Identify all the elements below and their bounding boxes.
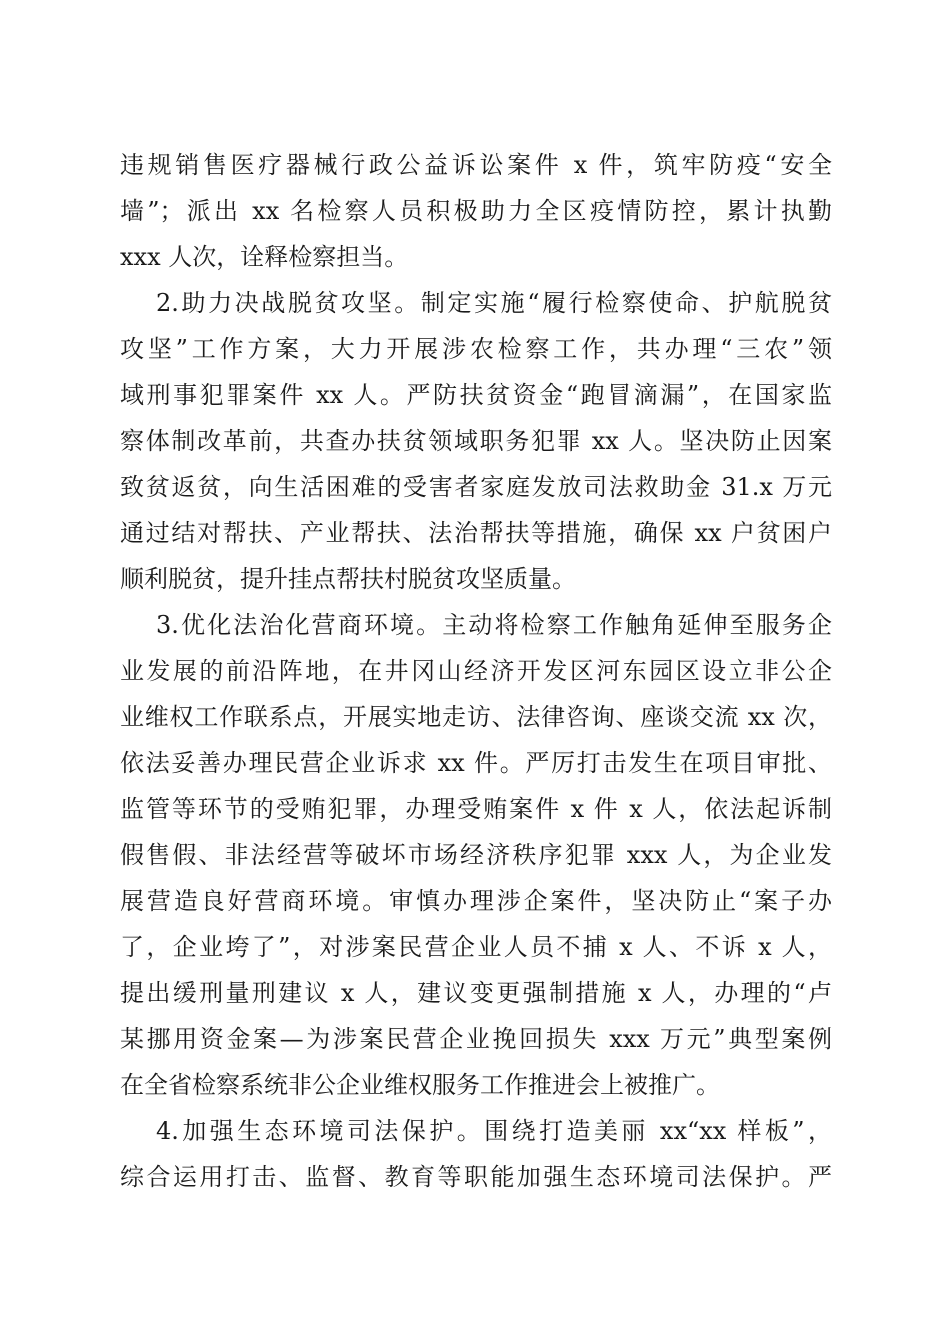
text-line: 通过结对帮扶、产业帮扶、法治帮扶等措施，确保 xx 户贫困户 — [120, 519, 832, 547]
text-line: 攻坚”工作方案，大力开展涉农检察工作，共办理“三农”领 — [120, 335, 832, 363]
text-line: 依法妥善办理民营企业诉求 xx 件。严厉打击发生在项目审批、 — [120, 749, 832, 777]
text-line: 业发展的前沿阵地，在井冈山经济开发区河东园区设立非公企 — [120, 657, 832, 685]
text-line: 监管等环节的受贿犯罪，办理受贿案件 x 件 x 人，依法起诉制 — [120, 795, 832, 823]
paragraph-first-line: 4.加强生态环境司法保护。围绕打造美丽 xx“xx 样板”， — [156, 1117, 832, 1145]
text-line: 域刑事犯罪案件 xx 人。严防扶贫资金“跑冒滴漏”，在国家监 — [120, 381, 832, 409]
text-line: 了，企业垮了”，对涉案民营企业人员不捕 x 人、不诉 x 人， — [120, 933, 832, 961]
text-line: 违规销售医疗器械行政公益诉讼案件 x 件，筑牢防疫“安全 — [120, 151, 832, 179]
text-line: 假售假、非法经营等破坏市场经济秩序犯罪 xxx 人，为企业发 — [120, 841, 832, 869]
paragraph-first-line: 3.优化法治化营商环境。主动将检察工作触角延伸至服务企 — [156, 611, 832, 639]
text-line: 致贫返贫，向生活困难的受害者家庭发放司法救助金 31.x 万元 — [120, 473, 832, 501]
text-line: 察体制改革前，共查办扶贫领域职务犯罪 xx 人。坚决防止因案 — [120, 427, 832, 455]
text-line: 业维权工作联系点，开展实地走访、法律咨询、座谈交流 xx 次， — [120, 703, 832, 731]
text-line: 墙”；派出 xx 名检察人员积极助力全区疫情防控，累计执勤 — [120, 197, 832, 225]
text-line: 顺利脱贫，提升挂点帮扶村脱贫攻坚质量。 — [120, 565, 576, 593]
text-line: 展营造良好营商环境。审慎办理涉企案件，坚决防止“案子办 — [120, 887, 832, 915]
text-line: 某挪用资金案—为涉案民营企业挽回损失 xxx 万元”典型案例 — [120, 1025, 832, 1053]
text-line: xxx 人次，诠释检察担当。 — [120, 243, 409, 271]
text-line: 综合运用打击、监督、教育等职能加强生态环境司法保护。严 — [120, 1163, 832, 1191]
paragraph-first-line: 2.助力决战脱贫攻坚。制定实施“履行检察使命、护航脱贫 — [156, 289, 832, 317]
text-line: 提出缓刑量刑建议 x 人，建议变更强制措施 x 人，办理的“卢 — [120, 979, 832, 1007]
text-line: 在全省检察系统非公企业维权服务工作推进会上被推广。 — [120, 1071, 720, 1099]
document-body — [120, 142, 832, 1200]
